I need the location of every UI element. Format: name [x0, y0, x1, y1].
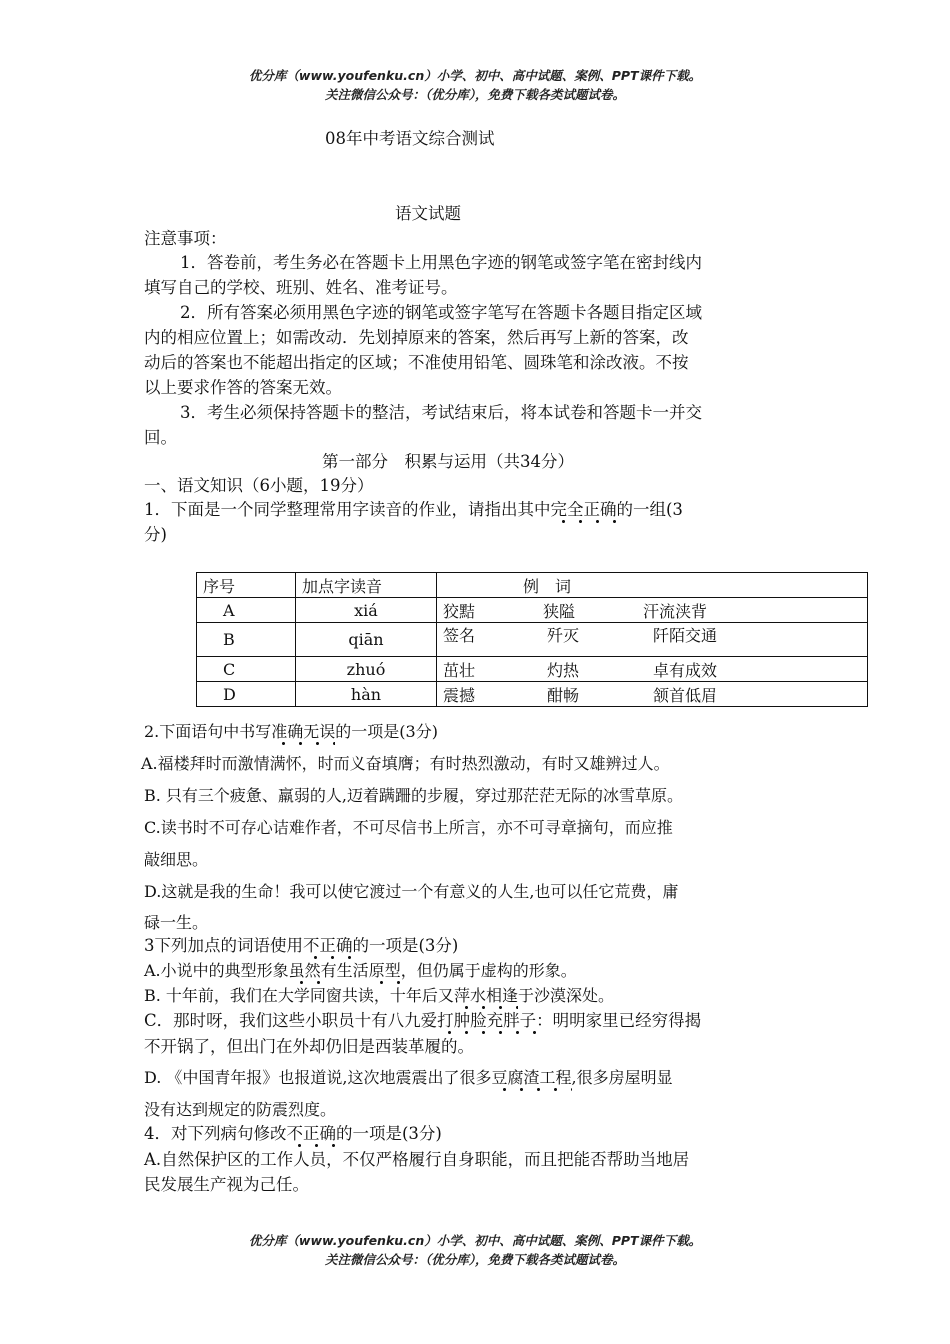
row-id: D: [197, 682, 296, 707]
row-words: [437, 623, 868, 657]
q3-b-pre: B. 十年前，我们在大学同窗共读，十年后又: [144, 986, 454, 1005]
q2-stem-pre: 2.下面语句中书写: [144, 722, 272, 741]
q3-option-a: [144, 961, 577, 981]
q2-option-d-line1: D.这就是我的生命！我可以使它渡过一个有意义的人生,也可以任它荒费，庸: [144, 882, 679, 901]
row-word: 汗流浃背: [643, 601, 708, 621]
q3-option-d-line1: [144, 1068, 673, 1088]
notice-item2-line3: 动后的答案也不能超出指定的区域；不准使用铅笔、圆珠笔和涂改液。不按: [144, 353, 689, 372]
notice-heading: 注意事项：: [144, 229, 227, 248]
doc-title: 08年中考语文综合测试: [325, 129, 495, 148]
q1-stem-line2: 分): [144, 525, 167, 544]
row-pinyin: xiá: [296, 598, 437, 623]
q3-c-post: ：明明家里已经穷得揭: [536, 1011, 702, 1030]
row-word: 震撼: [443, 685, 476, 705]
q3-option-c-line1: [144, 1010, 701, 1032]
q3-stem-post: 的一项是(3分): [352, 936, 459, 955]
q2-option-b: B. 只有三个疲惫、羸弱的人,迈着蹒跚的步履，穿过那茫茫无际的冰雪草原。: [144, 786, 684, 805]
q3-d-pre: D. 《中国青年报》也报道说,这次地震震出了很多: [144, 1068, 492, 1087]
row-word: 颔首低眉: [653, 685, 718, 705]
row-word: 酣畅: [547, 685, 580, 705]
table-header-row: [197, 573, 868, 598]
q2-stem: [144, 722, 438, 742]
q3-d-emphasis: 豆腐渣工程: [492, 1068, 572, 1092]
table-header-pinyin: 加点字读音: [296, 573, 437, 598]
q1-stem-post: 的一组(3: [616, 500, 683, 519]
row-words: [437, 682, 868, 707]
row-pinyin: zhuó: [296, 657, 437, 682]
q3-a-emphasis1: 虽然: [289, 961, 321, 985]
q2-emphasis: 准确无误: [271, 722, 335, 746]
row-words: [437, 598, 868, 623]
q4-emphasis: 不正确: [287, 1124, 337, 1148]
notice-item3-line1: 3．考生必须保持答题卡的整洁，考试结束后，将本试卷和答题卡一并交: [180, 403, 702, 422]
row-pinyin: hàn: [296, 682, 437, 707]
q4-stem-pre: 4．对下列病句修改: [144, 1124, 287, 1143]
table-row: [197, 598, 868, 623]
q3-a-emphasis2: 原型: [369, 961, 401, 985]
q1-stem-pre: 1．下面是一个同学整理常用字读音的作业，请指出其中: [144, 500, 551, 519]
q3-option-c-line2: 不开锅了，但出门在外却仍旧是西装革履的。: [144, 1037, 474, 1056]
row-word: 狭隘: [543, 601, 576, 621]
q4-option-a-line1: A.自然保护区的工作人员，不仅严格履行自身职能，而且把能否帮助当地居: [144, 1150, 690, 1169]
notice-item2-line1: 2．所有答案必须用黑色字迹的钢笔或签字笔写在答题卡各题目指定区域: [180, 303, 702, 322]
notice-item1-line1: 1．答卷前，考生务必在答题卡上用黑色字迹的钢笔或签字笔在密封线内: [180, 253, 702, 272]
row-word: 签名: [443, 626, 476, 645]
q2-option-d-line2: 碌一生。: [144, 913, 209, 932]
q3-c-pre: C．那时呀，我们这些小职员十有八九爱: [144, 1011, 438, 1030]
q4-option-a-line2: 民发展生产视为己任。: [144, 1175, 309, 1194]
q2-option-a: A.福楼拜时而激情满怀，时而义奋填膺；有时热烈激动，有时又雄辨过人。: [141, 754, 670, 773]
subject-title: 语文试题: [395, 204, 461, 223]
q3-emphasis: 不正确: [303, 936, 353, 960]
header-banner-line2: 关注微信公众号：（优分库），免费下载各类试题试卷。: [324, 87, 625, 102]
header-banner-line1: 优分库（www.youfenku.cn）小学、初中、高中试题、案例、PPT课件下载。: [248, 68, 702, 83]
table-header-id: 序号: [197, 573, 296, 598]
q4-stem-post: 的一项是(3分): [336, 1124, 442, 1143]
footer-banner-line2: 关注微信公众号：（优分库），免费下载各类试题试卷。: [324, 1252, 625, 1267]
q3-stem-pre: 3下列加点的词语使用: [144, 936, 303, 955]
q3-a-post: ，但仍属于虚构的形象。: [400, 961, 577, 980]
row-words: [437, 657, 868, 682]
notice-item2-line4: 以上要求作答的答案无效。: [144, 378, 342, 397]
notice-item2-line2: 内的相应位置上；如需改动．先划掉原来的答案，然后再写上新的答案，改: [144, 328, 689, 347]
footer-banner-line1: 优分库（www.youfenku.cn）小学、初中、高中试题、案例、PPT课件下载。: [248, 1233, 702, 1248]
row-id: C: [197, 657, 296, 682]
notice-item1-line2: 填写自己的学校、班别、姓名、准考证号。: [144, 278, 458, 297]
row-word: 阡陌交通: [653, 626, 718, 645]
row-word: 茁壮: [443, 660, 476, 680]
row-word: 歼灭: [547, 626, 580, 645]
q3-a-pre: A.小说中的典型形象: [144, 961, 289, 980]
q3-a-mid: 有生活: [320, 961, 369, 980]
row-word: 狡黠: [443, 601, 476, 621]
q3-option-d-line2: 没有达到规定的防震烈度。: [144, 1100, 337, 1119]
row-id: B: [197, 623, 296, 657]
q3-c-emphasis: 打肿脸充胖子: [437, 1011, 536, 1035]
q2-option-c-line2: 敲细思。: [144, 850, 209, 869]
q1-emphasis: 完全正确: [551, 500, 617, 524]
table-header-words: 例 词: [437, 573, 868, 598]
table-row: [197, 657, 868, 682]
table-row: [197, 623, 868, 657]
row-word: 灼热: [547, 660, 580, 680]
q3-stem: [144, 935, 458, 957]
q2-option-c-line1: C.读书时不可存心诘难作者，不可尽信书上所言，亦不可寻章摘句，而应推: [144, 818, 673, 837]
row-pinyin: qiān: [296, 623, 437, 657]
q3-d-post: ,很多房屋明显: [571, 1068, 673, 1087]
q3-b-emphasis: 萍水相逢: [454, 986, 518, 1010]
q2-stem-post: 的一项是(3分): [335, 722, 438, 741]
part1-title: 第一部分 积累与运用（共34分）: [322, 452, 574, 471]
q3-b-post: 于沙漠深处。: [517, 986, 614, 1005]
table-row: [197, 682, 868, 707]
q4-stem: [144, 1123, 442, 1145]
q3-option-b: [144, 986, 614, 1006]
section1-title: 一、语文知识（6小题，19分）: [144, 476, 374, 495]
q1-stem: [144, 499, 683, 521]
row-id: A: [197, 598, 296, 623]
pronunciation-table: [196, 572, 868, 707]
notice-item3-line2: 回。: [144, 428, 177, 447]
row-word: 卓有成效: [653, 660, 718, 680]
